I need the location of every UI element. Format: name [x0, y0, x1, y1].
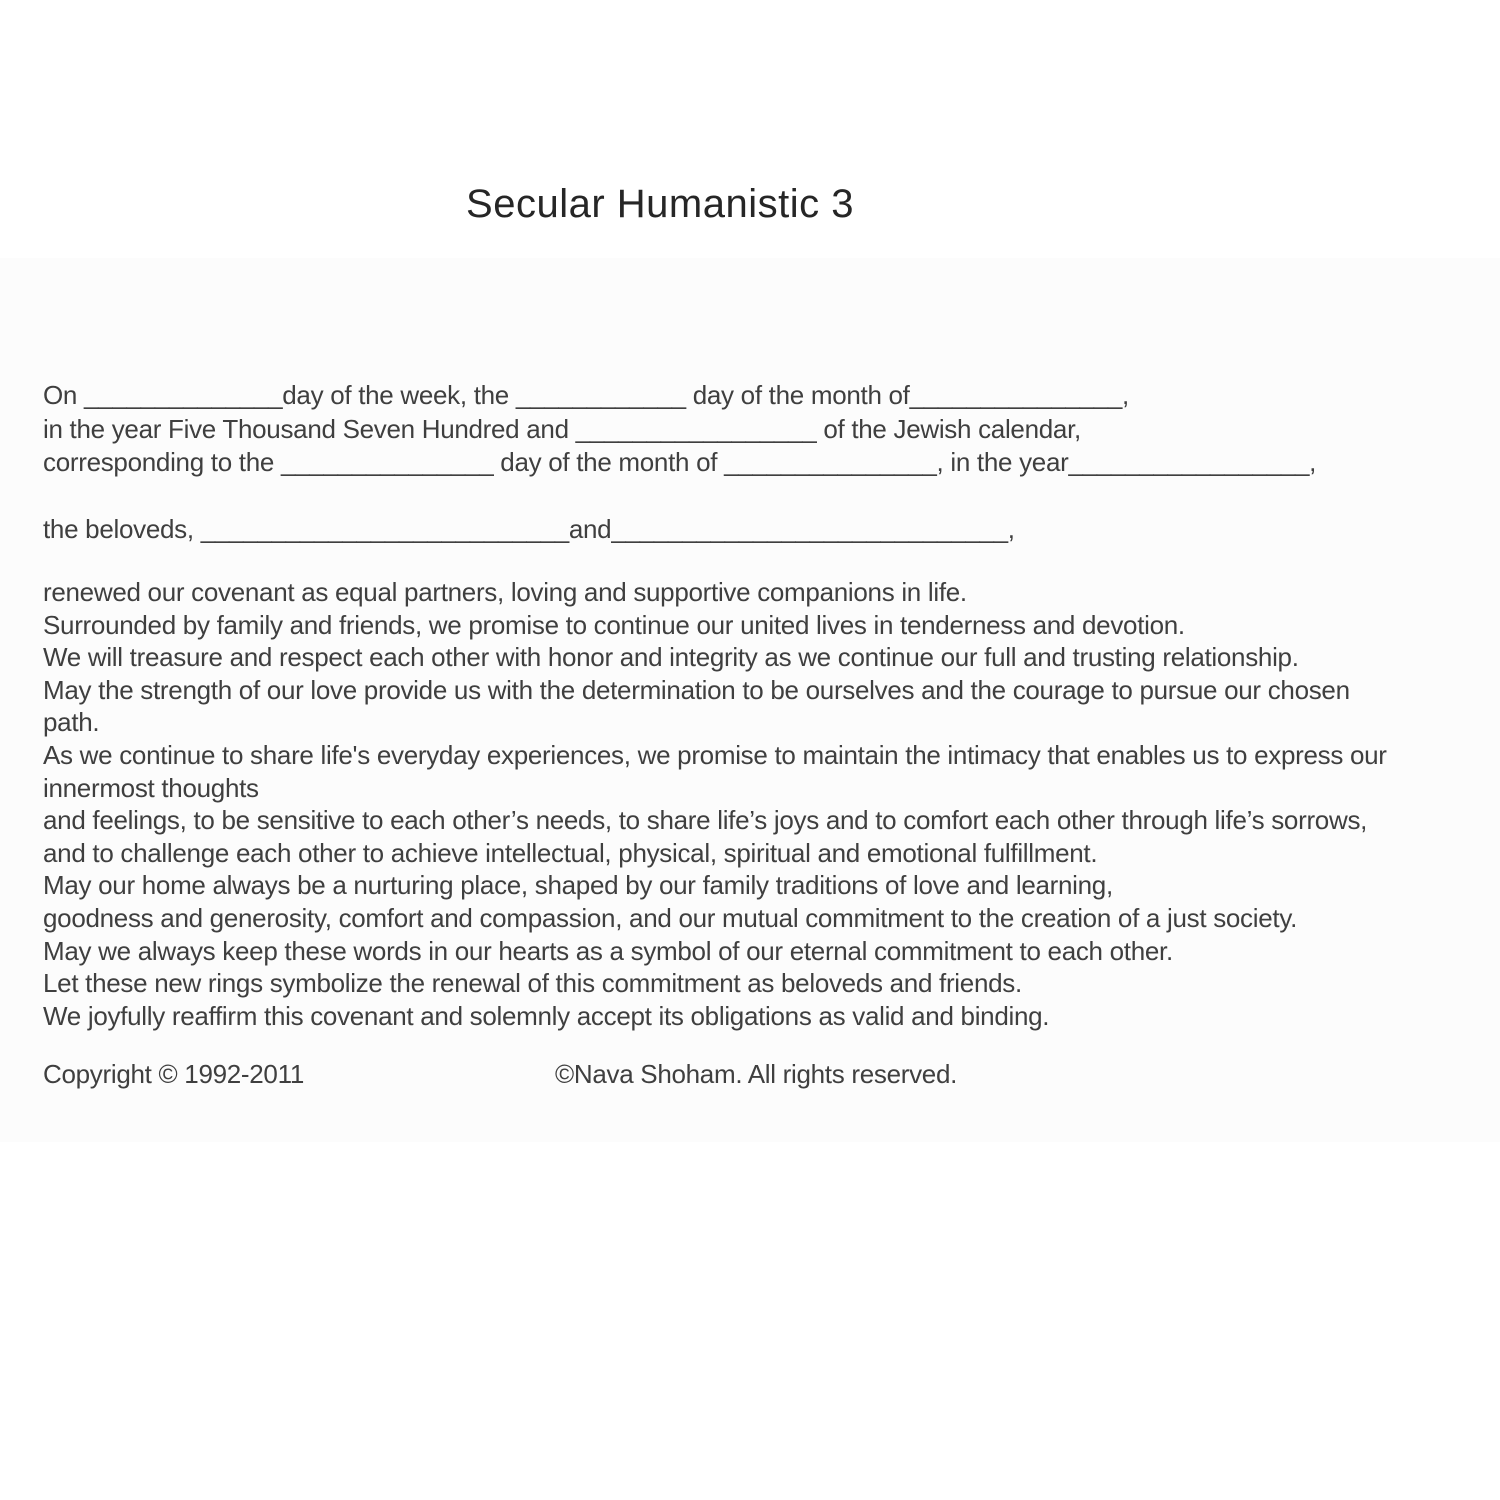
page-title: Secular Humanistic 3: [466, 182, 854, 226]
vow-line: goodness and generosity, comfort and compassion, and our mutual commitment to the creation of a just society.: [43, 902, 1298, 933]
vow-line: path.: [43, 707, 100, 738]
beloveds-line: the beloveds, __________________________and____________________________,: [43, 514, 1015, 544]
vow-line: Let these new rings symbolize the renewal of this commitment as beloveds and friends.: [43, 968, 1022, 999]
vow-line: innermost thoughts: [43, 772, 259, 803]
copyright-notice: Copyright © 1992-2011: [43, 1059, 304, 1089]
vow-line: We joyfully reaffirm this covenant and solemnly accept its obligations as valid and binding.: [43, 1000, 1050, 1031]
vow-line: As we continue to share life's everyday experiences, we promise to maintain the intimacy that enables us to express our: [43, 739, 1387, 770]
vow-text-block: [43, 576, 1387, 1032]
vow-line: May our home always be a nurturing place, shaped by our family traditions of love and learning,: [43, 870, 1113, 901]
date-line: in the year Five Thousand Seven Hundred and _________________ of the Jewish calendar,: [43, 413, 1081, 444]
date-line: On ______________day of the week, the ____________ day of the month of_______________,: [43, 380, 1129, 410]
date-line: corresponding to the _______________ day of the month of _______________, in the year_________________,: [43, 447, 1317, 477]
vow-line: We will treasure and respect each other with honor and integrity as we continue our full and trusting relationship.: [43, 642, 1299, 673]
vow-line: Surrounded by family and friends, we promise to continue our united lives in tenderness and devotion.: [43, 609, 1185, 640]
vow-line: renewed our covenant as equal partners, loving and supportive companions in life.: [43, 577, 967, 607]
vow-line: May the strength of our love provide us with the determination to be ourselves and the courage to pursue our chosen: [43, 674, 1350, 705]
vow-line: and to challenge each other to achieve intellectual, physical, spiritual and emotional fulfillment.: [43, 837, 1098, 868]
vow-line: May we always keep these words in our hearts as a symbol of our eternal commitment to each other.: [43, 935, 1173, 966]
rights-notice: ©Nava Shoham. All rights reserved.: [555, 1059, 958, 1089]
date-block: [43, 379, 1316, 480]
vow-line: and feelings, to be sensitive to each other’s needs, to share life’s joys and to comfort each other through life’s sorrows,: [43, 805, 1368, 836]
